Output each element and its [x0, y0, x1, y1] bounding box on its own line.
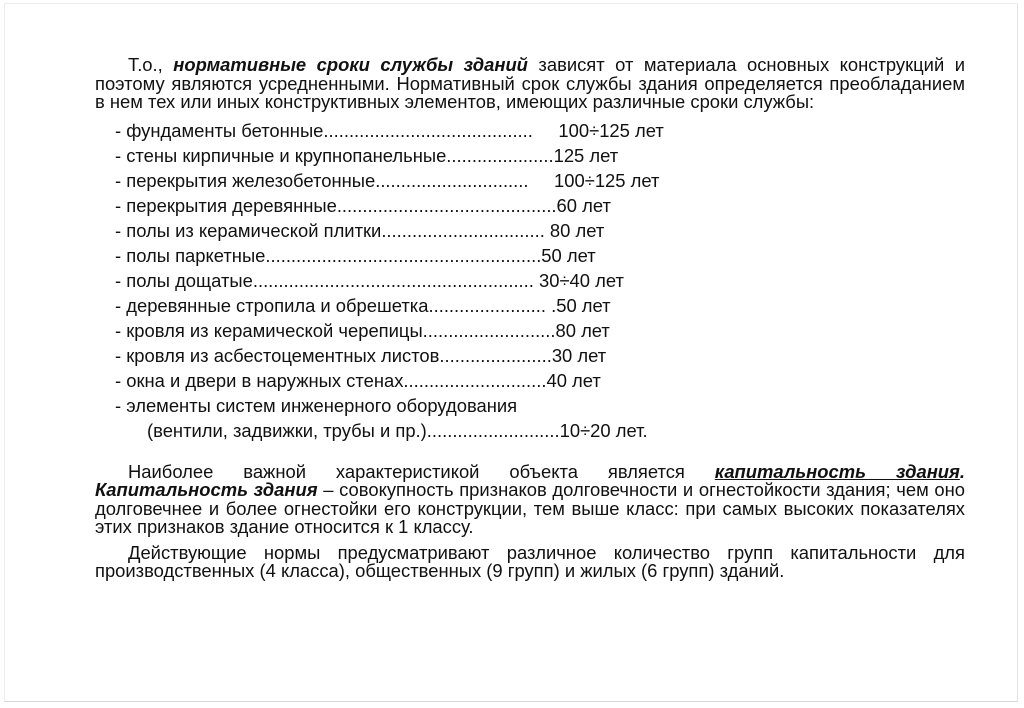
list-item: - деревянные стропила и обрешетка....................... .50 лет — [115, 294, 611, 316]
service-life-term: нормативные сроки службы зданий — [173, 54, 528, 75]
list-item: - фундаменты бетонные......................................... 100÷125 лет — [115, 119, 664, 141]
list-item: - окна и двери в наружных стенах............................40 лет — [115, 369, 601, 391]
list-item: - стены кирпичные и крупнопанельные.....................125 лет — [115, 144, 619, 166]
list-item: - перекрытия деревянные...........................................60 лет — [115, 194, 611, 216]
capitality-period: . — [959, 460, 965, 482]
intro-text: зависят от материала основных конструкций и поэтому являются усредненными. Нормативный срок службы здания определяется преобладанием в нем тех или иных конструктивных элементов, имеющих различные сроки службы: — [95, 54, 965, 112]
list-item: - полы из керамической плитки................................ 80 лет — [115, 219, 605, 241]
norms-paragraph: Действующие нормы предусматривают различное количество групп капитальности для производственных (4 класса), общественных (9 групп) и жилых (6 групп) зданий. — [95, 541, 965, 581]
capitality-term-underlined: капитальность здания — [714, 460, 960, 482]
list-item: - кровля из керамической черепицы..........................80 лет — [115, 319, 610, 341]
list-item: - полы паркетные......................................................50 лет — [115, 244, 596, 266]
capital-paragraph — [95, 460, 966, 537]
list-item: - полы дощатые....................................................... 30÷40 лет — [115, 269, 624, 291]
list-sub-item: (вентили, задвижки, трубы и пр.)..........................10÷20 лет. — [147, 419, 648, 441]
list-item: - элементы систем инженерного оборудования — [115, 394, 518, 416]
capitality-definition: – совокупность признаков долговечности и огнестойкости здания; чем оно долговечнее и более огнестойки его конструкции, тем выше класс: при самых высоких показателях этих признаков здание относится к 1 классу. — [95, 479, 966, 537]
capital-lead: Наиболее важной характеристикой объекта является — [128, 460, 715, 482]
document-body — [95, 56, 965, 581]
capitality-term: Капитальность здания — [95, 479, 318, 500]
list-item: - кровля из асбестоцементных листов......................30 лет — [115, 344, 607, 366]
intro-prefix: Т.о., — [128, 54, 174, 75]
service-life-list — [95, 118, 965, 443]
list-item: - перекрытия железобетонные.............................. 100÷125 лет — [115, 169, 660, 191]
intro-paragraph — [95, 56, 965, 112]
